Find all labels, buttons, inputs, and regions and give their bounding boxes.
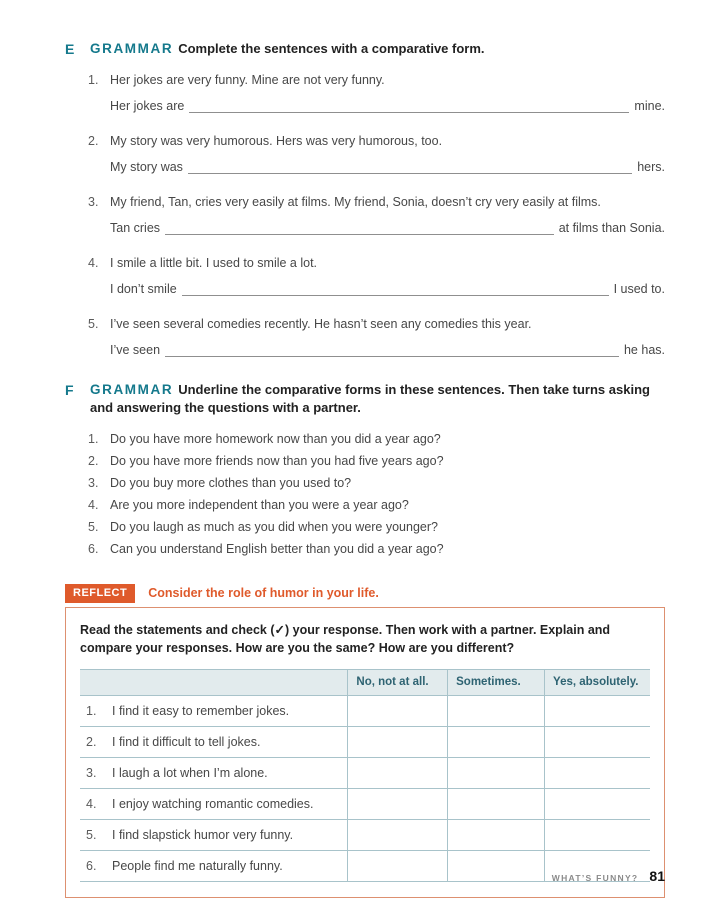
table-row: [80, 819, 650, 850]
answer-prefix: My story was: [110, 159, 183, 174]
section-e-letter: E: [65, 41, 75, 57]
response-cell[interactable]: [545, 757, 650, 788]
item-prompt: My story was very humorous. Hers was very humorous, too.: [110, 133, 443, 148]
answer-blank[interactable]: [165, 344, 619, 357]
statement-text: People find me naturally funny.: [112, 858, 283, 873]
column-header: Yes, absolutely.: [545, 669, 650, 695]
section-e-header: [65, 40, 665, 59]
exercise-item: [65, 194, 665, 237]
response-cell[interactable]: [348, 788, 448, 819]
statement-number: 2.: [86, 734, 97, 749]
item-number: 5.: [88, 519, 99, 534]
table-row: [80, 726, 650, 757]
footer-unit-title: WHAT’S FUNNY?: [551, 873, 639, 883]
exercise-item: [65, 133, 665, 176]
answer-blank[interactable]: [165, 222, 554, 235]
item-number: 1.: [88, 72, 99, 87]
question-item: [65, 450, 665, 472]
question-item: [65, 516, 665, 538]
reflect-badge: REFLECT: [65, 584, 135, 603]
reflect-instructions: Read the statements and check (✓) your response. Then work with a partner. Explain and compare your responses. How are you the same? How are you different?: [80, 622, 611, 655]
response-cell[interactable]: [448, 788, 545, 819]
response-cell[interactable]: [545, 726, 650, 757]
exercise-item: [65, 255, 665, 298]
page-number: 81: [649, 868, 665, 884]
item-prompt: Her jokes are very funny. Mine are not very funny.: [110, 72, 385, 87]
column-header: Sometimes.: [448, 669, 545, 695]
section-f-letter: F: [65, 381, 74, 398]
section-f-items: [65, 428, 665, 560]
statement-text: I find it easy to remember jokes.: [112, 703, 290, 718]
response-cell[interactable]: [448, 757, 545, 788]
statement-text: I find it difficult to tell jokes.: [112, 734, 261, 749]
question-text: Do you have more friends now than you had five years ago?: [110, 453, 444, 468]
item-number: 3.: [88, 475, 99, 490]
answer-prefix: Her jokes are: [110, 98, 185, 113]
item-prompt: I smile a little bit. I used to smile a lot.: [110, 255, 318, 270]
section-e-items: [65, 72, 665, 359]
answer-prefix: I don’t smile: [110, 281, 177, 296]
reflect-box: [65, 607, 665, 898]
response-cell[interactable]: [545, 788, 650, 819]
answer-blank[interactable]: [189, 100, 629, 113]
section-f-heading: GRAMMAR: [90, 381, 174, 397]
response-cell[interactable]: [348, 819, 448, 850]
answer-suffix: I used to.: [613, 281, 665, 296]
statement-number: 6.: [86, 858, 97, 873]
answer-suffix: he has.: [623, 342, 665, 357]
section-f: [65, 381, 665, 560]
statement-number: 4.: [86, 796, 97, 811]
response-cell[interactable]: [348, 695, 448, 726]
column-header: No, not at all.: [348, 669, 448, 695]
table-header-row: [80, 669, 650, 695]
item-number: 2.: [88, 133, 99, 148]
response-cell[interactable]: [545, 695, 650, 726]
item-number: 6.: [88, 541, 99, 556]
question-text: Can you understand English better than you did a year ago?: [110, 541, 444, 556]
statement-text: I find slapstick humor very funny.: [112, 827, 294, 842]
answer-prefix: I’ve seen: [110, 342, 161, 357]
question-text: Do you buy more clothes than you used to?: [110, 475, 352, 490]
answer-prefix: Tan cries: [110, 220, 161, 235]
table-row: [80, 788, 650, 819]
item-number: 3.: [88, 194, 99, 209]
section-f-header: [65, 381, 665, 418]
response-cell[interactable]: [348, 757, 448, 788]
answer-blank[interactable]: [182, 283, 609, 296]
exercise-item: [65, 316, 665, 359]
section-e-instruction: Complete the sentences with a comparative form.: [178, 41, 485, 56]
item-prompt: I’ve seen several comedies recently. He hasn’t seen any comedies this year.: [110, 316, 532, 331]
answer-suffix: at films than Sonia.: [558, 220, 665, 235]
statement-text: I laugh a lot when I’m alone.: [112, 765, 268, 780]
response-cell[interactable]: [448, 850, 545, 881]
question-text: Are you more independent than you were a year ago?: [110, 497, 409, 512]
question-item: [65, 472, 665, 494]
item-number: 4.: [88, 497, 99, 512]
response-cell[interactable]: [348, 726, 448, 757]
table-row: [80, 695, 650, 726]
reflect-title: Consider the role of humor in your life.: [148, 586, 379, 600]
reflect-section: [65, 584, 665, 898]
question-text: Do you have more homework now than you did a year ago?: [110, 431, 441, 446]
item-number: 2.: [88, 453, 99, 468]
question-item: [65, 428, 665, 450]
table-row: [80, 757, 650, 788]
section-e-heading: GRAMMAR: [90, 41, 174, 56]
page-footer: [552, 868, 665, 884]
statement-column-header: [80, 669, 348, 695]
section-f-instruction: Underline the comparative forms in these sentences. Then take turns asking and answering the questions with a partner.: [90, 381, 650, 415]
statement-number: 1.: [86, 703, 97, 718]
question-text: Do you laugh as much as you did when you were younger?: [110, 519, 438, 534]
answer-suffix: hers.: [637, 159, 665, 174]
statement-number: 3.: [86, 765, 97, 780]
response-cell[interactable]: [545, 819, 650, 850]
reflect-header: [65, 584, 665, 603]
question-item: [65, 494, 665, 516]
item-number: 1.: [88, 431, 99, 446]
reflect-table: [80, 669, 650, 882]
item-number: 5.: [88, 316, 99, 331]
answer-blank[interactable]: [188, 161, 632, 174]
response-cell[interactable]: [448, 726, 545, 757]
item-number: 4.: [88, 255, 99, 270]
response-cell[interactable]: [448, 819, 545, 850]
exercise-item: [65, 72, 665, 115]
item-prompt: My friend, Tan, cries very easily at films. My friend, Sonia, doesn’t cry very easily at films.: [110, 194, 601, 209]
question-item: [65, 538, 665, 560]
response-cell[interactable]: [348, 850, 448, 881]
answer-suffix: mine.: [634, 98, 665, 113]
response-cell[interactable]: [448, 695, 545, 726]
statement-text: I enjoy watching romantic comedies.: [112, 796, 314, 811]
statement-number: 5.: [86, 827, 97, 842]
